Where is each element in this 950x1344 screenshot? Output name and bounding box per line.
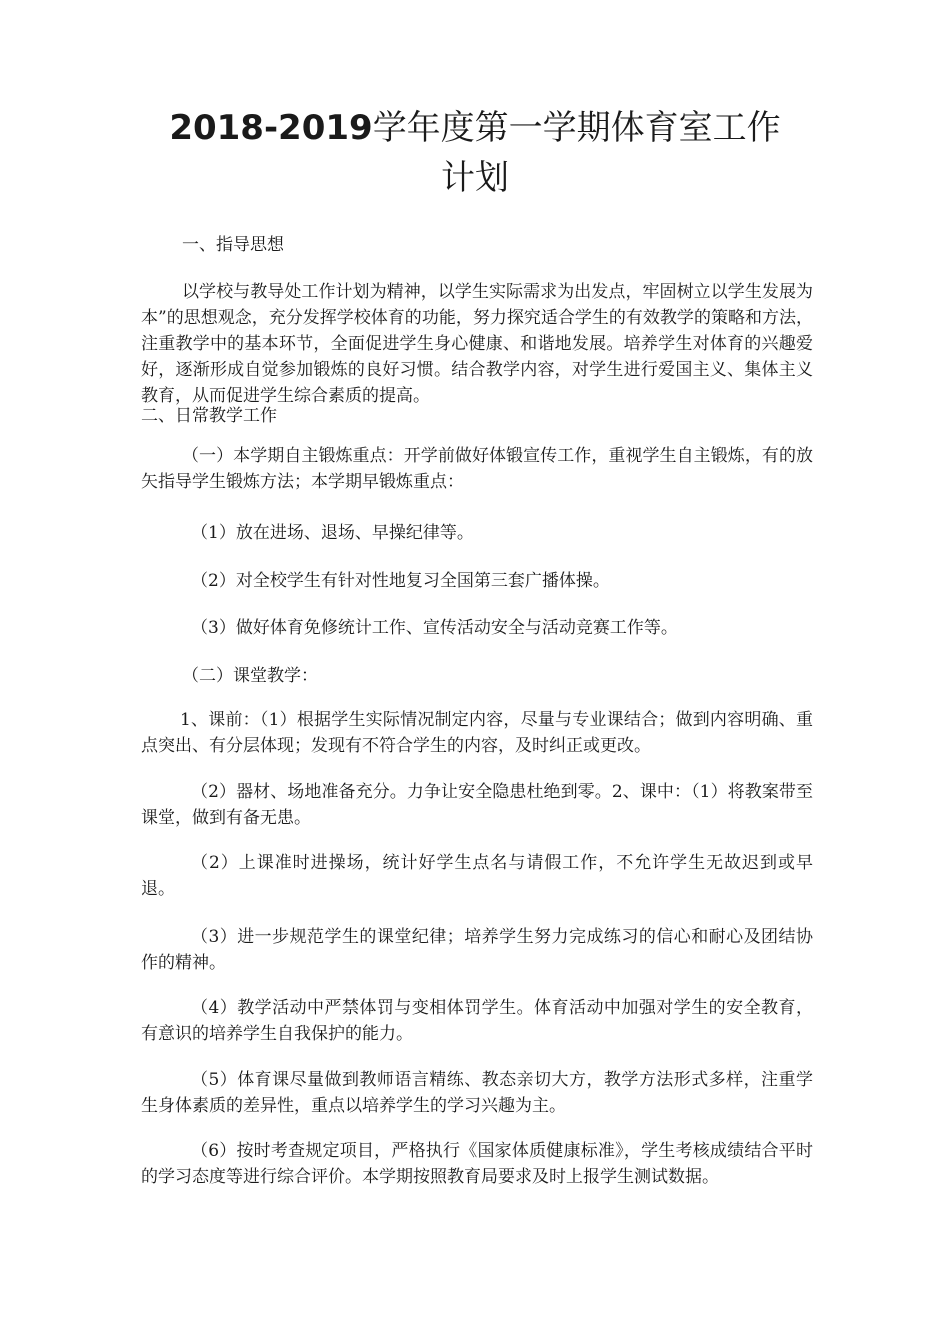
paragraph-discipline: （3）进一步规范学生的课堂纪律；培养学生努力完成练习的信心和耐心及团结协作的精神。	[141, 927, 813, 973]
paragraph-item-2: （2）对全校学生有针对性地复习全国第三套广播体操。	[191, 571, 610, 591]
paragraph-equipment: （2）器材、场地准备充分。力争让安全隐患杜绝到零。2、课中：（1）将教案带至课堂，做到有备无患。	[141, 782, 813, 828]
paragraph-self-exercise: （一）本学期自主锻炼重点：开学前做好体锻宣传工作，重视学生自主锻炼，有的放矢指导学生锻炼方法；本学期早锻炼重点：	[141, 446, 813, 492]
paragraph-safety: （4）教学活动中严禁体罚与变相体罚学生。体育活动中加强对学生的安全教育，有意识的培养学生自我保护的能力。	[141, 998, 813, 1044]
title-year: 2018-2019	[169, 108, 373, 148]
paragraph-assessment: （6）按时考查规定项目，严格执行《国家体质健康标准》，学生考核成绩结合平时的学习态度等进行综合评价。本学期按照教育局要求及时上报学生测试数据。	[141, 1141, 813, 1187]
section-2-heading: 二、日常教学工作	[141, 406, 277, 426]
section-1-body: 以学校与教导处工作计划为精神，以学生实际需求为出发点，牢固树立以学生发展为本”的思想观念，充分发挥学校体育的功能，努力探究适合学生的有效教学的策略和方法，注重教学中的基本环节，全面促进学生身心健康、和谐地发展。培养学生对体育的兴趣爱好，逐渐形成自觉参加锻炼的良好习惯。结合教学内容，对学生进行爱国主义、集体主义教育，从而促进学生综合素质的提高。	[141, 282, 813, 406]
section-1-heading: 一、指导思想	[182, 235, 284, 255]
paragraph-attendance: （2）上课准时进操场，统计好学生点名与请假工作，不允许学生无故迟到或早退。	[141, 853, 813, 899]
title-text: 学年度第一学期体育室工作	[372, 108, 781, 148]
paragraph-classroom-teaching: （二）课堂教学：	[182, 666, 318, 686]
document-title-line-2: 计划	[441, 158, 509, 198]
paragraph-item-1: （1）放在进场、退场、早操纪律等。	[191, 523, 474, 543]
paragraph-before-class: 1、课前：（1）根据学生实际情况制定内容，尽量与专业课结合；做到内容明确、重点突出、有分层体现；发现有不符合学生的内容，及时纠正或更改。	[141, 710, 813, 756]
paragraph-item-3: （3）做好体育免修统计工作、宣传活动安全与活动竞赛工作等。	[191, 618, 678, 638]
document-title-line-1	[140, 104, 810, 152]
paragraph-teaching-style: （5）体育课尽量做到教师语言精练、教态亲切大方，教学方法形式多样，注重学生身体素质的差异性，重点以培养学生的学习兴趣为主。	[141, 1070, 813, 1116]
